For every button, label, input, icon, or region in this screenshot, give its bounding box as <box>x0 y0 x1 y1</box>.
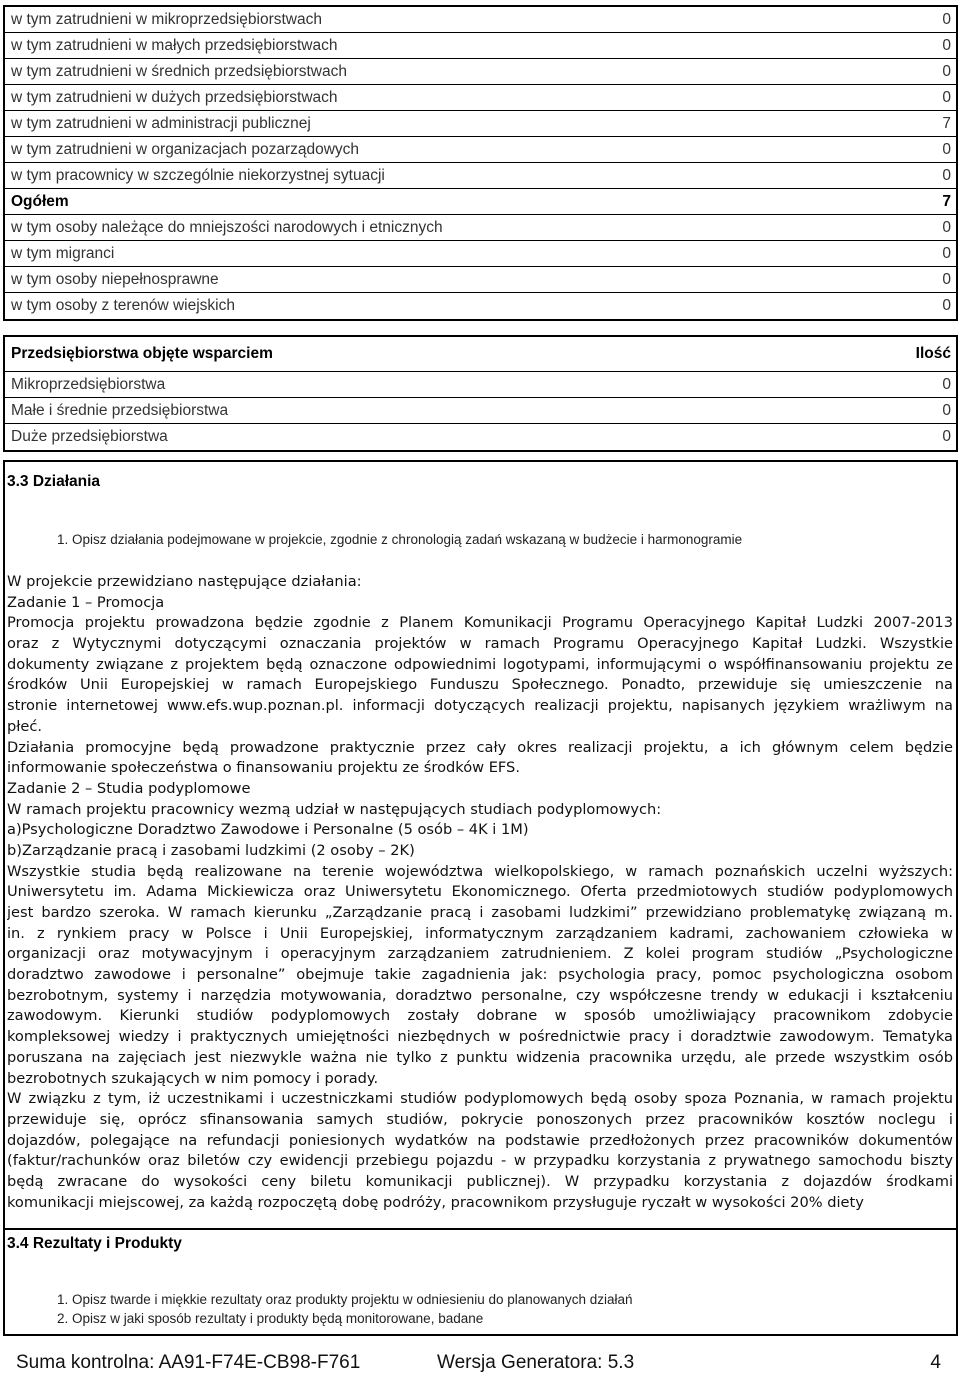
row-label: Ogółem <box>11 192 69 210</box>
row-label: w tym zatrudnieni w administracji publicznej <box>11 114 311 132</box>
row-label: w tym zatrudnieni w dużych przedsiębiorstwach <box>11 88 338 106</box>
table-row <box>5 85 956 111</box>
paragraph-line: stronie internetowej www.efs.wup.poznan.pl. informacji dotyczących realizacji projektu, napisanych językiem wrażliwym na <box>7 697 953 715</box>
table-row <box>5 293 956 319</box>
page-number: 4 <box>930 1352 941 1373</box>
row-value: 0 <box>942 218 951 236</box>
paragraph-line: przewiduje się, oprócz sfinansowania samych studiów, pokrycie ponoszonych przez pracowników kosztów noclegu i <box>7 1110 953 1128</box>
enterprises-table-header <box>5 337 956 372</box>
row-label: w tym zatrudnieni w mikroprzedsiębiorstwach <box>11 10 322 28</box>
list-item: 1. Opisz twarde i miękkie rezultaty oraz produkty projektu w odniesieniu do planowanych działań <box>57 1292 633 1307</box>
row-label: w tym pracownicy w szczególnie niekorzystnej sytuacji <box>11 166 385 184</box>
paragraph-line: zawodowym. Kierunki studiów podyplomowych zostały dobrane w sposób umożliwiający pracownikom zdobycie <box>7 1007 953 1025</box>
paragraph-line: Uniwersytetu im. Adama Mickiewicza oraz Uniwersytetu Ekonomicznego. Oferta przedmiotowych studiów podyplomowych <box>7 883 953 901</box>
table-row <box>5 59 956 85</box>
row-label: w tym migranci <box>11 244 115 262</box>
paragraph-line: b)Zarządzanie pracą i zasobami ludzkimi (2 osoby – 2K) <box>7 841 415 859</box>
paragraph-line: W ramach projektu pracownicy wezmą udział w następujących studiach podyplomowych: <box>7 800 662 818</box>
checksum: Suma kontrolna: AA91-F74E-CB98-F761 <box>16 1352 361 1373</box>
section-33-body <box>7 572 953 1213</box>
paragraph-line: organizacji oraz motywacyjnym i operacyjnym zarządzaniem zatrudnieniem. Z kolei program studiów „Psychologiczne <box>7 945 953 963</box>
row-label: Małe i średnie przedsiębiorstwa <box>11 401 229 419</box>
row-label: w tym zatrudnieni w małych przedsiębiorstwach <box>11 36 338 54</box>
table-row <box>5 163 956 189</box>
section-34-title: 3.4 Rezultaty i Produkty <box>7 1235 182 1252</box>
section-34-instructions <box>57 1290 633 1328</box>
row-label: w tym osoby z terenów wiejskich <box>11 297 235 314</box>
paragraph-line: (faktur/rachunków oraz biletów czy ewidencji przebiegu pojazdu - w przypadku korzystania z prywatnego samochodu biszty <box>7 1152 953 1170</box>
paragraph-line: informowanie społeczeństwa o finansowaniu projektu ze środków EFS. <box>7 759 520 777</box>
paragraph-line: dokumenty związane z projektem będą oznaczone odpowiednimi logotypami, informującymi o współfinansowaniu projektu ze <box>7 655 953 673</box>
paragraph-line: W związku z tym, iż uczestnikami i uczestniczkami studiów podyplomowych będą osoby spoza Poznania, w ramach projektu <box>7 1090 953 1108</box>
paragraph-line: Działania promocyjne będą prowadzone praktycznie przez cały okres realizacji projektu, a ich głównym celem będzie <box>7 738 953 756</box>
row-label: w tym osoby niepełnosprawne <box>11 270 219 288</box>
table-row <box>5 267 956 293</box>
row-value: 0 <box>942 10 951 28</box>
row-value: 0 <box>942 244 951 262</box>
row-value: 0 <box>942 36 951 54</box>
row-value: 0 <box>942 297 951 314</box>
table-row <box>5 372 956 398</box>
enterprises-header-label: Przedsiębiorstwa objęte wsparciem <box>11 345 273 362</box>
table-row <box>5 424 956 450</box>
paragraph-line: Zadanie 1 – Promocja <box>7 593 165 611</box>
table-row <box>5 398 956 424</box>
row-value: 0 <box>942 270 951 288</box>
row-value: 0 <box>942 375 951 393</box>
row-label: Duże przedsiębiorstwa <box>11 428 168 445</box>
table-row <box>5 241 956 267</box>
paragraph-line: komunikacji miejscowej, za każdą rozpoczętą dobę podróży, pracownikom przysługuje ryczałt w wysokości 20% diety <box>7 1193 864 1211</box>
row-label: w tym osoby należące do mniejszości narodowych i etnicznych <box>11 218 443 236</box>
paragraph-line: bezrobotnych szukających w nim pomocy i porady. <box>7 1069 379 1087</box>
generator-version: Wersja Generatora: 5.3 <box>437 1352 635 1373</box>
row-value: 7 <box>942 114 951 132</box>
paragraph-line: bezrobotnym, systemy i narzędzia motywowania, doradztwo personalne, czy współczesne trendy w edukacji i kształceniu <box>7 986 953 1004</box>
enterprises-table <box>3 335 958 452</box>
row-value: 0 <box>942 166 951 184</box>
list-item: 2. Opisz w jaki sposób rezultaty i produkty będą monitorowane, badane <box>57 1311 484 1326</box>
enterprises-header-value: Ilość <box>915 345 951 362</box>
paragraph-line: jest bardzo szeroka. W ramach kierunku „Zarządzanie pracą i zasobami ludzkimi” przewidziano problematykę związaną m. <box>7 904 953 921</box>
paragraph-line: a)Psychologiczne Doradztwo Zawodowe i Personalne (5 osób – 4K i 1M) <box>7 821 529 839</box>
row-value: 0 <box>942 140 951 158</box>
table-row <box>5 7 956 33</box>
paragraph-line: kompleksowej wiedzy i praktycznych umiejętności niezbędnych w pośrednictwie pracy i doradztwie zawodowym. Tematyka <box>7 1028 953 1046</box>
paragraph-line: doradztwo zawodowe i personalne” obejmuje takie zagadnienia jak: psychologia pracy, pomoc psychologiczna osobom <box>7 966 953 984</box>
row-label: w tym zatrudnieni w średnich przedsiębiorstwach <box>11 62 347 80</box>
paragraph-line: in. z rynkiem pracy w Polsce i Unii Europejskiej, informatycznym zarządzaniem kadrami, zachowaniem człowieka w <box>7 924 953 942</box>
paragraph-line: dojazdów, polegające na refundacji poniesionych wydatków na podstawie przedłożonych przez pracowników dokumentów <box>7 1131 953 1149</box>
page-footer <box>16 1352 941 1376</box>
row-label: Mikroprzedsiębiorstwa <box>11 375 166 393</box>
paragraph-line: będą zwracane do wysokości ceny biletu komunikacji publicznej). W przypadku korzystania z dojazdów środkami <box>7 1172 953 1190</box>
section-33-instruction: 1. Opisz działania podejmowane w projekcie, zgodnie z chronologią zadań wskazaną w budżecie i harmonogramie <box>57 532 743 547</box>
table-row <box>5 189 956 215</box>
section-33-title: 3.3 Działania <box>7 473 101 490</box>
participants-table <box>3 5 958 321</box>
paragraph-line: Wszystkie studia będą realizowane na terenie województwa wielkopolskiego, w ramach poznańskich uczelni wyższych: <box>7 862 953 880</box>
paragraph-line: W projekcie przewidziano następujące działania: <box>7 573 362 590</box>
paragraph-line: poruszana na zajęciach jest niezwykle ważna nie tylko z punktu widzenia pracownika urzędu, ale przede wszystkim osób <box>7 1048 953 1066</box>
paragraph-line: oraz z Wytycznymi dotyczącymi oznaczania projektów w ramach Programu Operacyjnego Kapitał Ludzki. Wszystkie <box>7 635 953 653</box>
row-value: 0 <box>942 401 951 419</box>
table-row <box>5 111 956 137</box>
table-row <box>5 33 956 59</box>
paragraph-line: Promocja projektu prowadzona będzie zgodnie z Planem Komunikacji Programu Operacyjnego Kapitał Ludzki 2007-2013 <box>7 614 953 632</box>
paragraph-line: Zadanie 2 – Studia podyplomowe <box>7 779 251 797</box>
row-value: 7 <box>942 192 951 210</box>
row-value: 0 <box>942 88 951 106</box>
row-label: w tym zatrudnieni w organizacjach pozarządowych <box>11 140 360 158</box>
paragraph-line: płeć. <box>7 717 43 735</box>
row-value: 0 <box>942 62 951 80</box>
paragraph-line: środków Unii Europejskiej w ramach Europejskiego Funduszu Społecznego. Ponadto, przewiduje się umieszczenie na <box>7 676 953 694</box>
row-value: 0 <box>942 428 951 445</box>
table-row <box>5 215 956 241</box>
table-row <box>5 137 956 163</box>
